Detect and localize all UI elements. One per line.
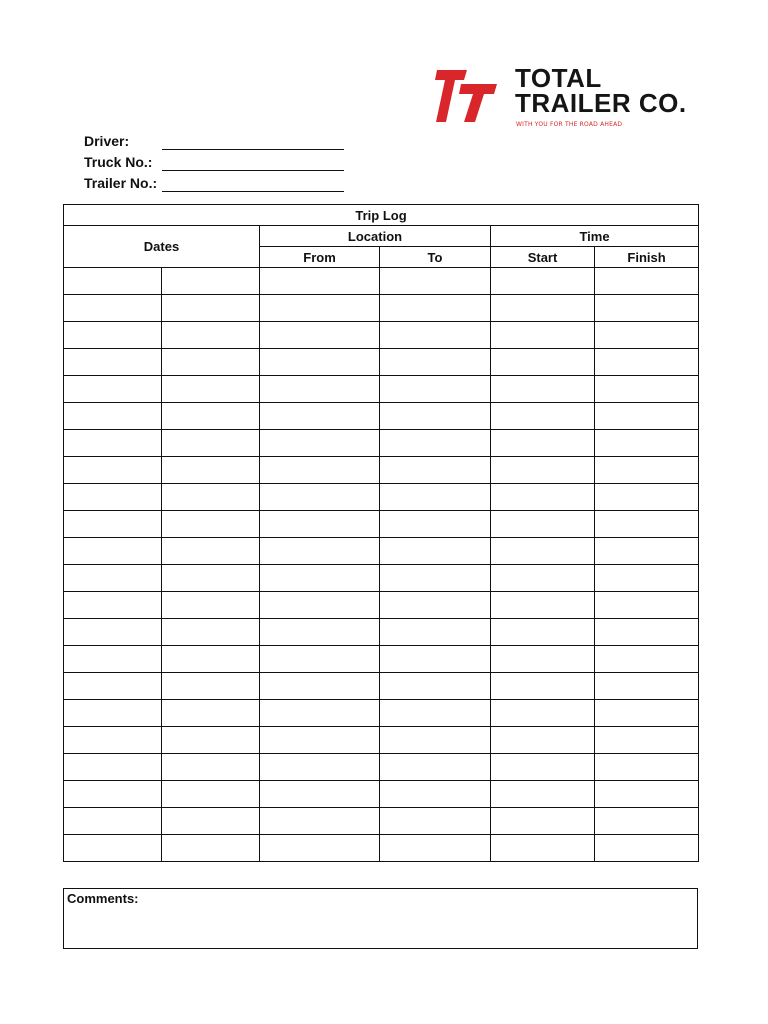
date-cell-2[interactable] xyxy=(162,808,260,835)
finish-cell[interactable] xyxy=(595,295,699,322)
from-cell[interactable] xyxy=(260,619,380,646)
to-cell[interactable] xyxy=(380,565,491,592)
table-row xyxy=(64,511,699,538)
start-cell[interactable] xyxy=(491,808,595,835)
start-cell[interactable] xyxy=(491,781,595,808)
finish-cell[interactable] xyxy=(595,700,699,727)
table-row xyxy=(64,538,699,565)
to-cell[interactable] xyxy=(380,646,491,673)
to-cell[interactable] xyxy=(380,349,491,376)
finish-cell[interactable] xyxy=(595,835,699,862)
start-cell[interactable] xyxy=(491,430,595,457)
start-cell[interactable] xyxy=(491,322,595,349)
date-cell-1[interactable] xyxy=(64,484,162,511)
table-row xyxy=(64,727,699,754)
date-cell-2[interactable] xyxy=(162,673,260,700)
date-cell-1[interactable] xyxy=(64,619,162,646)
from-cell[interactable] xyxy=(260,754,380,781)
from-cell[interactable] xyxy=(260,565,380,592)
trailer-number-input-line[interactable] xyxy=(162,191,344,192)
date-cell-2[interactable] xyxy=(162,349,260,376)
date-cell-2[interactable] xyxy=(162,511,260,538)
finish-cell[interactable] xyxy=(595,376,699,403)
truck-number-label: Truck No.: xyxy=(84,154,153,170)
start-cell[interactable] xyxy=(491,727,595,754)
finish-cell[interactable] xyxy=(595,565,699,592)
driver-input-line[interactable] xyxy=(162,149,344,150)
table-row xyxy=(64,430,699,457)
to-header: To xyxy=(380,247,491,268)
to-cell[interactable] xyxy=(380,376,491,403)
start-cell[interactable] xyxy=(491,457,595,484)
finish-cell[interactable] xyxy=(595,673,699,700)
start-cell[interactable] xyxy=(491,673,595,700)
location-header: Location xyxy=(260,226,491,247)
finish-cell[interactable] xyxy=(595,727,699,754)
trip-log-table xyxy=(63,204,699,862)
date-cell-1[interactable] xyxy=(64,268,162,295)
from-cell[interactable] xyxy=(260,727,380,754)
start-cell[interactable] xyxy=(491,376,595,403)
date-cell-1[interactable] xyxy=(64,727,162,754)
table-row xyxy=(64,700,699,727)
company-name xyxy=(515,63,687,118)
table-row xyxy=(64,592,699,619)
date-cell-2[interactable] xyxy=(162,619,260,646)
finish-cell[interactable] xyxy=(595,754,699,781)
from-cell[interactable] xyxy=(260,457,380,484)
driver-field[interactable] xyxy=(84,130,344,150)
start-cell[interactable] xyxy=(491,700,595,727)
start-cell[interactable] xyxy=(491,619,595,646)
table-row xyxy=(64,295,699,322)
from-cell[interactable] xyxy=(260,511,380,538)
company-name-line2: TRAILER CO. xyxy=(515,88,687,118)
company-logo xyxy=(433,63,698,130)
finish-cell[interactable] xyxy=(595,268,699,295)
table-row xyxy=(64,484,699,511)
truck-number-field[interactable] xyxy=(84,151,344,171)
finish-cell[interactable] xyxy=(595,349,699,376)
to-cell[interactable] xyxy=(380,727,491,754)
finish-cell[interactable] xyxy=(595,403,699,430)
start-cell[interactable] xyxy=(491,484,595,511)
date-cell-2[interactable] xyxy=(162,538,260,565)
to-cell[interactable] xyxy=(380,511,491,538)
date-cell-2[interactable] xyxy=(162,646,260,673)
to-cell[interactable] xyxy=(380,268,491,295)
table-row xyxy=(64,403,699,430)
from-header: From xyxy=(260,247,380,268)
table-row xyxy=(64,376,699,403)
table-row xyxy=(64,322,699,349)
to-cell[interactable] xyxy=(380,754,491,781)
from-cell[interactable] xyxy=(260,376,380,403)
table-row xyxy=(64,457,699,484)
date-cell-2[interactable] xyxy=(162,484,260,511)
table-row xyxy=(64,268,699,295)
finish-cell[interactable] xyxy=(595,484,699,511)
driver-label: Driver: xyxy=(84,133,130,149)
table-row xyxy=(64,781,699,808)
start-cell[interactable] xyxy=(491,538,595,565)
to-cell[interactable] xyxy=(380,835,491,862)
start-cell[interactable] xyxy=(491,592,595,619)
truck-number-input-line[interactable] xyxy=(162,170,344,171)
start-header: Start xyxy=(491,247,595,268)
date-cell-1[interactable] xyxy=(64,673,162,700)
time-header: Time xyxy=(491,226,699,247)
to-cell[interactable] xyxy=(380,484,491,511)
to-cell[interactable] xyxy=(380,808,491,835)
finish-cell[interactable] xyxy=(595,511,699,538)
date-cell-1[interactable] xyxy=(64,430,162,457)
date-cell-1[interactable] xyxy=(64,538,162,565)
from-cell[interactable] xyxy=(260,781,380,808)
start-cell[interactable] xyxy=(491,403,595,430)
trailer-number-field[interactable] xyxy=(84,172,344,192)
to-cell[interactable] xyxy=(380,403,491,430)
finish-cell[interactable] xyxy=(595,808,699,835)
finish-header: Finish xyxy=(595,247,699,268)
to-cell[interactable] xyxy=(380,322,491,349)
trip-log-title: Trip Log xyxy=(64,205,699,226)
table-row xyxy=(64,619,699,646)
to-cell[interactable] xyxy=(380,430,491,457)
from-cell[interactable] xyxy=(260,835,380,862)
date-cell-2[interactable] xyxy=(162,700,260,727)
start-cell[interactable] xyxy=(491,646,595,673)
start-cell[interactable] xyxy=(491,268,595,295)
table-row xyxy=(64,754,699,781)
date-cell-2[interactable] xyxy=(162,727,260,754)
date-cell-2[interactable] xyxy=(162,322,260,349)
date-cell-2[interactable] xyxy=(162,565,260,592)
finish-cell[interactable] xyxy=(595,430,699,457)
from-cell[interactable] xyxy=(260,484,380,511)
date-cell-2[interactable] xyxy=(162,430,260,457)
table-row xyxy=(64,808,699,835)
finish-cell[interactable] xyxy=(595,592,699,619)
date-cell-1[interactable] xyxy=(64,457,162,484)
to-cell[interactable] xyxy=(380,781,491,808)
to-cell[interactable] xyxy=(380,619,491,646)
dates-header: Dates xyxy=(64,226,260,268)
to-cell[interactable] xyxy=(380,457,491,484)
start-cell[interactable] xyxy=(491,295,595,322)
comments-box[interactable] xyxy=(63,888,698,949)
finish-cell[interactable] xyxy=(595,619,699,646)
date-cell-1[interactable] xyxy=(64,754,162,781)
table-row xyxy=(64,349,699,376)
start-cell[interactable] xyxy=(491,349,595,376)
date-cell-2[interactable] xyxy=(162,592,260,619)
comments-label: Comments: xyxy=(67,891,139,906)
trailer-number-label: Trailer No.: xyxy=(84,175,158,191)
to-cell[interactable] xyxy=(380,700,491,727)
date-cell-2[interactable] xyxy=(162,754,260,781)
company-name-line1: TOTAL xyxy=(515,63,602,93)
from-cell[interactable] xyxy=(260,673,380,700)
date-cell-1[interactable] xyxy=(64,592,162,619)
from-cell[interactable] xyxy=(260,646,380,673)
date-cell-1[interactable] xyxy=(64,808,162,835)
date-cell-1[interactable] xyxy=(64,295,162,322)
from-cell[interactable] xyxy=(260,349,380,376)
table-row xyxy=(64,646,699,673)
tt-monogram-icon xyxy=(433,68,499,124)
from-cell[interactable] xyxy=(260,538,380,565)
date-cell-1[interactable] xyxy=(64,835,162,862)
to-cell[interactable] xyxy=(380,673,491,700)
date-cell-1[interactable] xyxy=(64,403,162,430)
table-row xyxy=(64,835,699,862)
date-cell-1[interactable] xyxy=(64,781,162,808)
finish-cell[interactable] xyxy=(595,538,699,565)
from-cell[interactable] xyxy=(260,295,380,322)
from-cell[interactable] xyxy=(260,268,380,295)
from-cell[interactable] xyxy=(260,808,380,835)
start-cell[interactable] xyxy=(491,565,595,592)
date-cell-2[interactable] xyxy=(162,268,260,295)
date-cell-2[interactable] xyxy=(162,403,260,430)
trip-log-rows xyxy=(64,268,699,862)
finish-cell[interactable] xyxy=(595,322,699,349)
date-cell-2[interactable] xyxy=(162,835,260,862)
date-cell-1[interactable] xyxy=(64,565,162,592)
start-cell[interactable] xyxy=(491,511,595,538)
date-cell-1[interactable] xyxy=(64,646,162,673)
date-cell-2[interactable] xyxy=(162,457,260,484)
finish-cell[interactable] xyxy=(595,781,699,808)
to-cell[interactable] xyxy=(380,592,491,619)
to-cell[interactable] xyxy=(380,538,491,565)
from-cell[interactable] xyxy=(260,403,380,430)
date-cell-2[interactable] xyxy=(162,781,260,808)
table-row xyxy=(64,673,699,700)
start-cell[interactable] xyxy=(491,754,595,781)
start-cell[interactable] xyxy=(491,835,595,862)
table-row xyxy=(64,565,699,592)
company-tagline: WITH YOU FOR THE ROAD AHEAD xyxy=(516,121,623,128)
date-cell-1[interactable] xyxy=(64,376,162,403)
from-cell[interactable] xyxy=(260,700,380,727)
finish-cell[interactable] xyxy=(595,457,699,484)
date-cell-1[interactable] xyxy=(64,700,162,727)
date-cell-2[interactable] xyxy=(162,376,260,403)
date-cell-1[interactable] xyxy=(64,511,162,538)
date-cell-2[interactable] xyxy=(162,295,260,322)
from-cell[interactable] xyxy=(260,322,380,349)
from-cell[interactable] xyxy=(260,592,380,619)
finish-cell[interactable] xyxy=(595,646,699,673)
to-cell[interactable] xyxy=(380,295,491,322)
date-cell-1[interactable] xyxy=(64,349,162,376)
date-cell-1[interactable] xyxy=(64,322,162,349)
from-cell[interactable] xyxy=(260,430,380,457)
